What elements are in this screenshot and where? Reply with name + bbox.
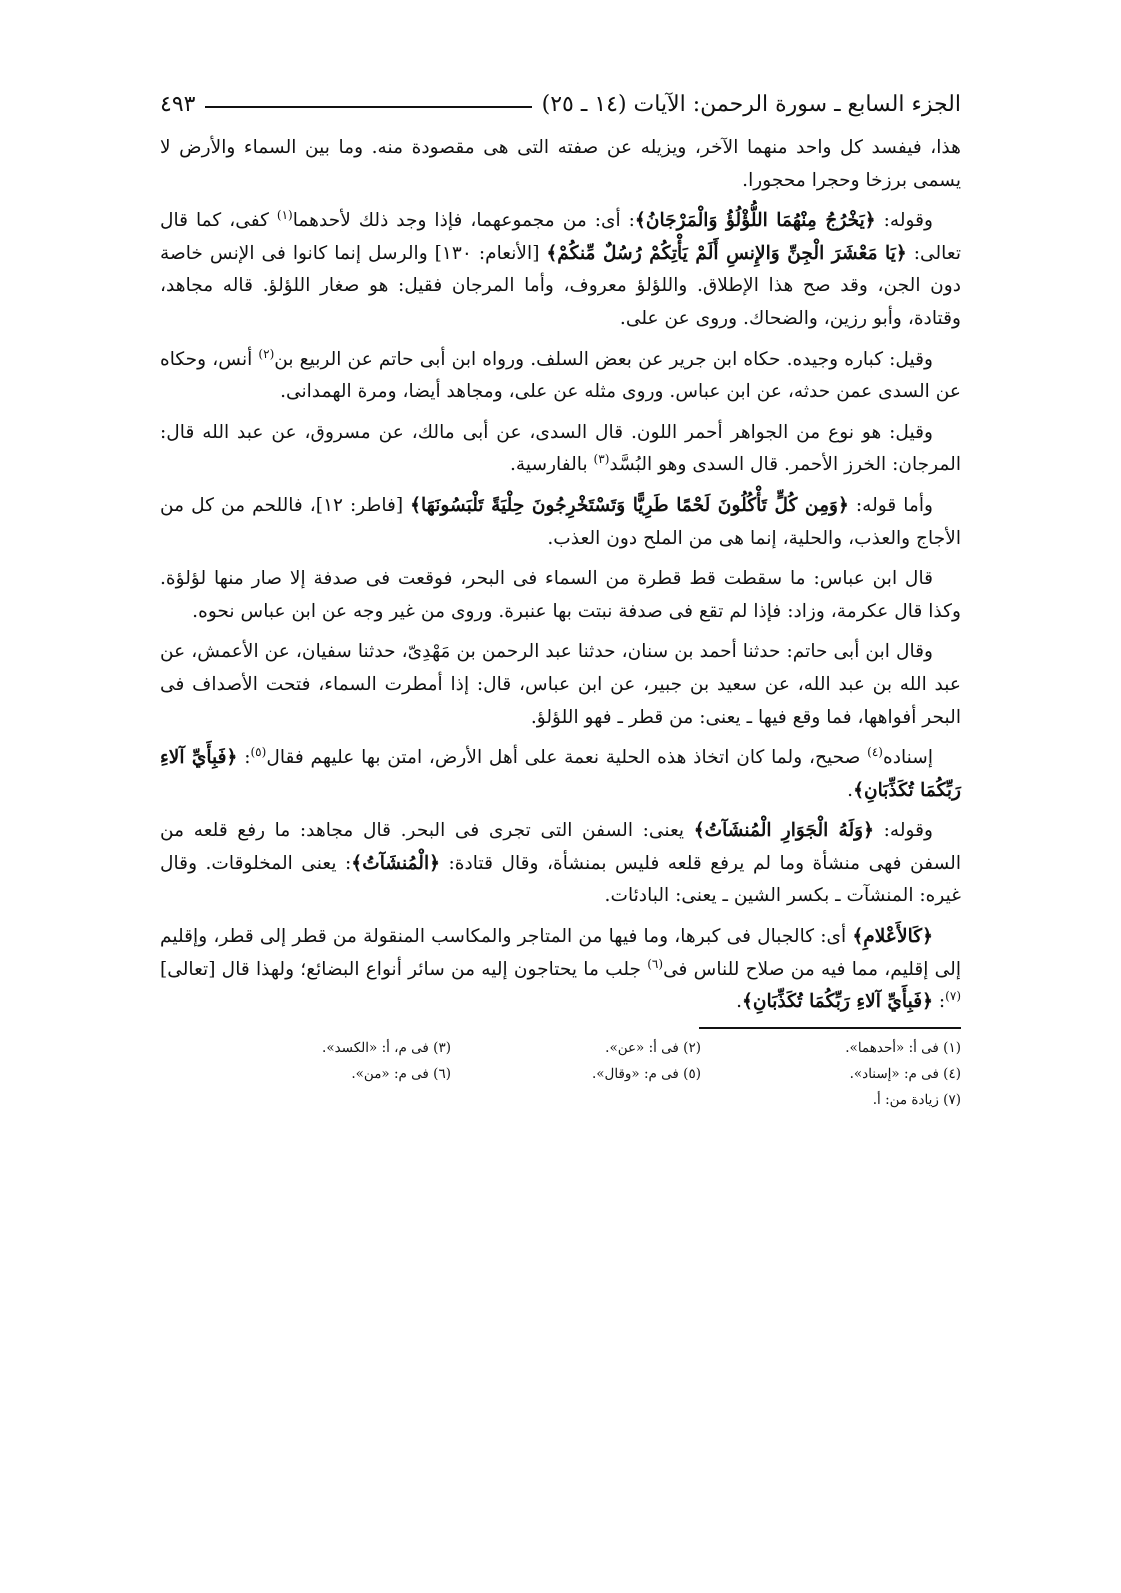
quran-verse: ﴿وَلَهُ الْجَوَارِ الْمُنشَآتُ﴾ (693, 820, 875, 842)
paragraph-text: : يعنى المخلوقات. وقال غيره: المنشآت ـ بكسر الشين ـ يعنى: البادئات. (160, 852, 961, 907)
footnote: (٣) فى م، أ: «الكسد». (322, 1039, 451, 1056)
paragraph-text: قال ابن عباس: ما سقطت قط قطرة من السماء فى البحر، فوقعت فى صدفة إلا صار منها لؤلؤة. وكذا قال عكرمة، وزاد: فإذا لم تقع فى صدفة نبتت بها عنبرة. وروى من غير وجه عن ابن عباس نحوه. (160, 568, 961, 622)
paragraph-text: . (847, 779, 854, 801)
paragraph-text: [فاطر: ١٢]، فاللحم من كل من الأجاج والعذب، والحلية، إنما هى من الملح دون العذب. (160, 494, 961, 549)
footnote: (٦) فى م: «من». (351, 1065, 451, 1082)
running-header-title: الجزء السابع ـ سورة الرحمن: الآيات (١٤ ـ ٢٥) (541, 92, 961, 117)
quran-verse: ﴿وَمِن كُلٍّ تَأْكُلُونَ لَحْمًا طَرِيًّا وَتَسْتَخْرِجُونَ حِلْيَةً تَلْبَسُونَهَا﴾ (410, 494, 849, 516)
paragraph-text: [الأنعام: ١٣٠] والرسل إنما كانوا فى الإنس خاصة دون الجن، وقد صح هذا الإطلاق. واللؤلؤ معروف، وأما المرجان فقيل: هو صغار اللؤلؤ. قاله مجاهد، وقتادة، وأبو رزين، والضحاك. وروى عن على. (160, 242, 961, 329)
footnote: (٤) فى م: «إسناد». (849, 1065, 961, 1082)
paragraph-text: إسناده (882, 747, 933, 769)
paragraph-5 (160, 490, 961, 555)
paragraph-text: صحيح، ولما كان اتخاذ هذه الحلية نعمة على أهل الأرض، امتن بها عليهم فقال (266, 747, 868, 769)
paragraph-9 (160, 815, 961, 913)
footnote-marker: (٥) (250, 744, 267, 759)
footnote-marker: (٣) (593, 452, 610, 467)
header-rule (205, 106, 531, 108)
footnote: (٢) فى أ: «عن». (605, 1039, 701, 1056)
paragraph-text: وقيل: كباره وجيده. حكاه ابن جرير عن بعض السلف. ورواه ابن أبى حاتم عن الربيع بن (274, 348, 933, 370)
paragraph-text: كفى، كما قال تعالى: (160, 210, 961, 264)
footnote-marker: (٦) (647, 956, 664, 971)
footnote-separator (699, 1027, 961, 1029)
paragraph-text: جلب ما يحتاجون إليه من سائر أنواع البضائع؛ ولهذا قال [تعالى] (160, 958, 648, 980)
footnote-marker: (٧) (945, 989, 961, 1004)
footnote-marker: (١) (276, 208, 293, 222)
footnote: (٧) زيادة من: أ. (872, 1091, 961, 1108)
quran-verse: ﴿الْمُنشَآتُ﴾ (351, 852, 441, 874)
paragraph-text: وأما قوله: (848, 494, 934, 516)
paragraph-text: هذا، فيفسد كل واحد منهما الآخر، ويزيله عن صفته التى هى مقصودة منه. وما بين السماء والأرض لا يسمى برزخا وحجرا محجورا. (160, 137, 961, 191)
footnotes (160, 1037, 961, 1111)
paragraph-3 (160, 344, 961, 409)
running-header (160, 88, 961, 122)
paragraph-8 (160, 742, 961, 807)
quran-verse: ﴿فَبِأَيِّ آلاءِ رَبِّكُمَا تُكَذِّبَانِ﴾ (742, 991, 933, 1013)
paragraph-text: : (932, 991, 946, 1013)
paragraph-text: . (736, 991, 742, 1013)
paragraph-6 (160, 563, 961, 628)
footnote: (١) فى أ: «أحدهما». (845, 1039, 961, 1056)
paragraph-text: أنس، وحكاه عن السدى عمن حدثه، عن ابن عباس. وروى مثله عن على، ومجاهد أيضا، ومرة الهمدانى. (160, 348, 961, 403)
footnote-marker: (٢) (258, 346, 275, 361)
paragraph-text: وقيل: هو نوع من الجواهر أحمر اللون. قال السدى، عن أبى مالك، عن مسروق، عن عبد الله قال: المرجان: الخرز الأحمر. قال السدى وهو البُسَّد (160, 421, 961, 476)
paragraph-text: أى: كالجبال فى كبرها، وما فيها من المتاجر والمكاسب المنقولة من قطر إلى قطر، وإقليم إلى إقليم، مما فيه من صلاح للناس فى (160, 926, 961, 980)
quran-verse: ﴿يَخْرُجُ مِنْهُمَا اللُّؤْلُؤُ وَالْمَرْجَانُ﴾ (634, 210, 876, 232)
paragraph-10 (160, 921, 961, 1019)
paragraph-4 (160, 417, 961, 482)
paragraph-text: وقال ابن أبى حاتم: حدثنا أحمد بن سنان، حدثنا عبد الرحمن بن مَهْدِىّ، حدثنا سفيان، عن الأعمش، عن عبد الله بن عبد الله، عن سعيد بن جبير، عن ابن عباس، قال: إذا أمطرت السماء، فتحت الأصداف فى البحر أفواهها، فما وقع فيها ـ يعنى: من قطر ـ فهو اللؤلؤ. (160, 641, 961, 728)
footnote-marker: (٤) (867, 744, 883, 759)
paragraph-text: : أى: من مجموعهما، فإذا وجد ذلك لأحدهما (292, 210, 635, 232)
paragraph-text: وقوله: (875, 210, 933, 232)
paragraph-text: يعنى: السفن التى تجرى فى البحر. قال مجاهد: ما رفع قلعه من السفن فهى منشأة وما لم يرفع قلعه فليس بمنشأة، وقال قتادة: (160, 820, 961, 874)
paragraph-1 (160, 132, 961, 197)
paragraph-text: : (237, 747, 251, 769)
quran-verse: ﴿يَا مَعْشَرَ الْجِنِّ وَالإِنسِ أَلَمْ يَأْتِكُمْ رُسُلٌ مِّنكُمْ﴾ (546, 242, 907, 264)
page-number: ٤٩٣ (160, 92, 196, 117)
paragraph-text: بالفارسية. (510, 454, 594, 476)
quran-verse: ﴿فَبِأَيِّ آلاءِ رَبِّكُمَا تُكَذِّبَانِ﴾ (160, 747, 961, 801)
quran-verse: ﴿كَالأَعْلامِ﴾ (852, 926, 933, 948)
paragraph-text: وقوله: (874, 820, 933, 842)
page-body (160, 132, 961, 1019)
footnote: (٥) فى م: «وقال». (591, 1065, 701, 1082)
paragraph-7 (160, 636, 961, 734)
paragraph-2 (160, 205, 961, 335)
